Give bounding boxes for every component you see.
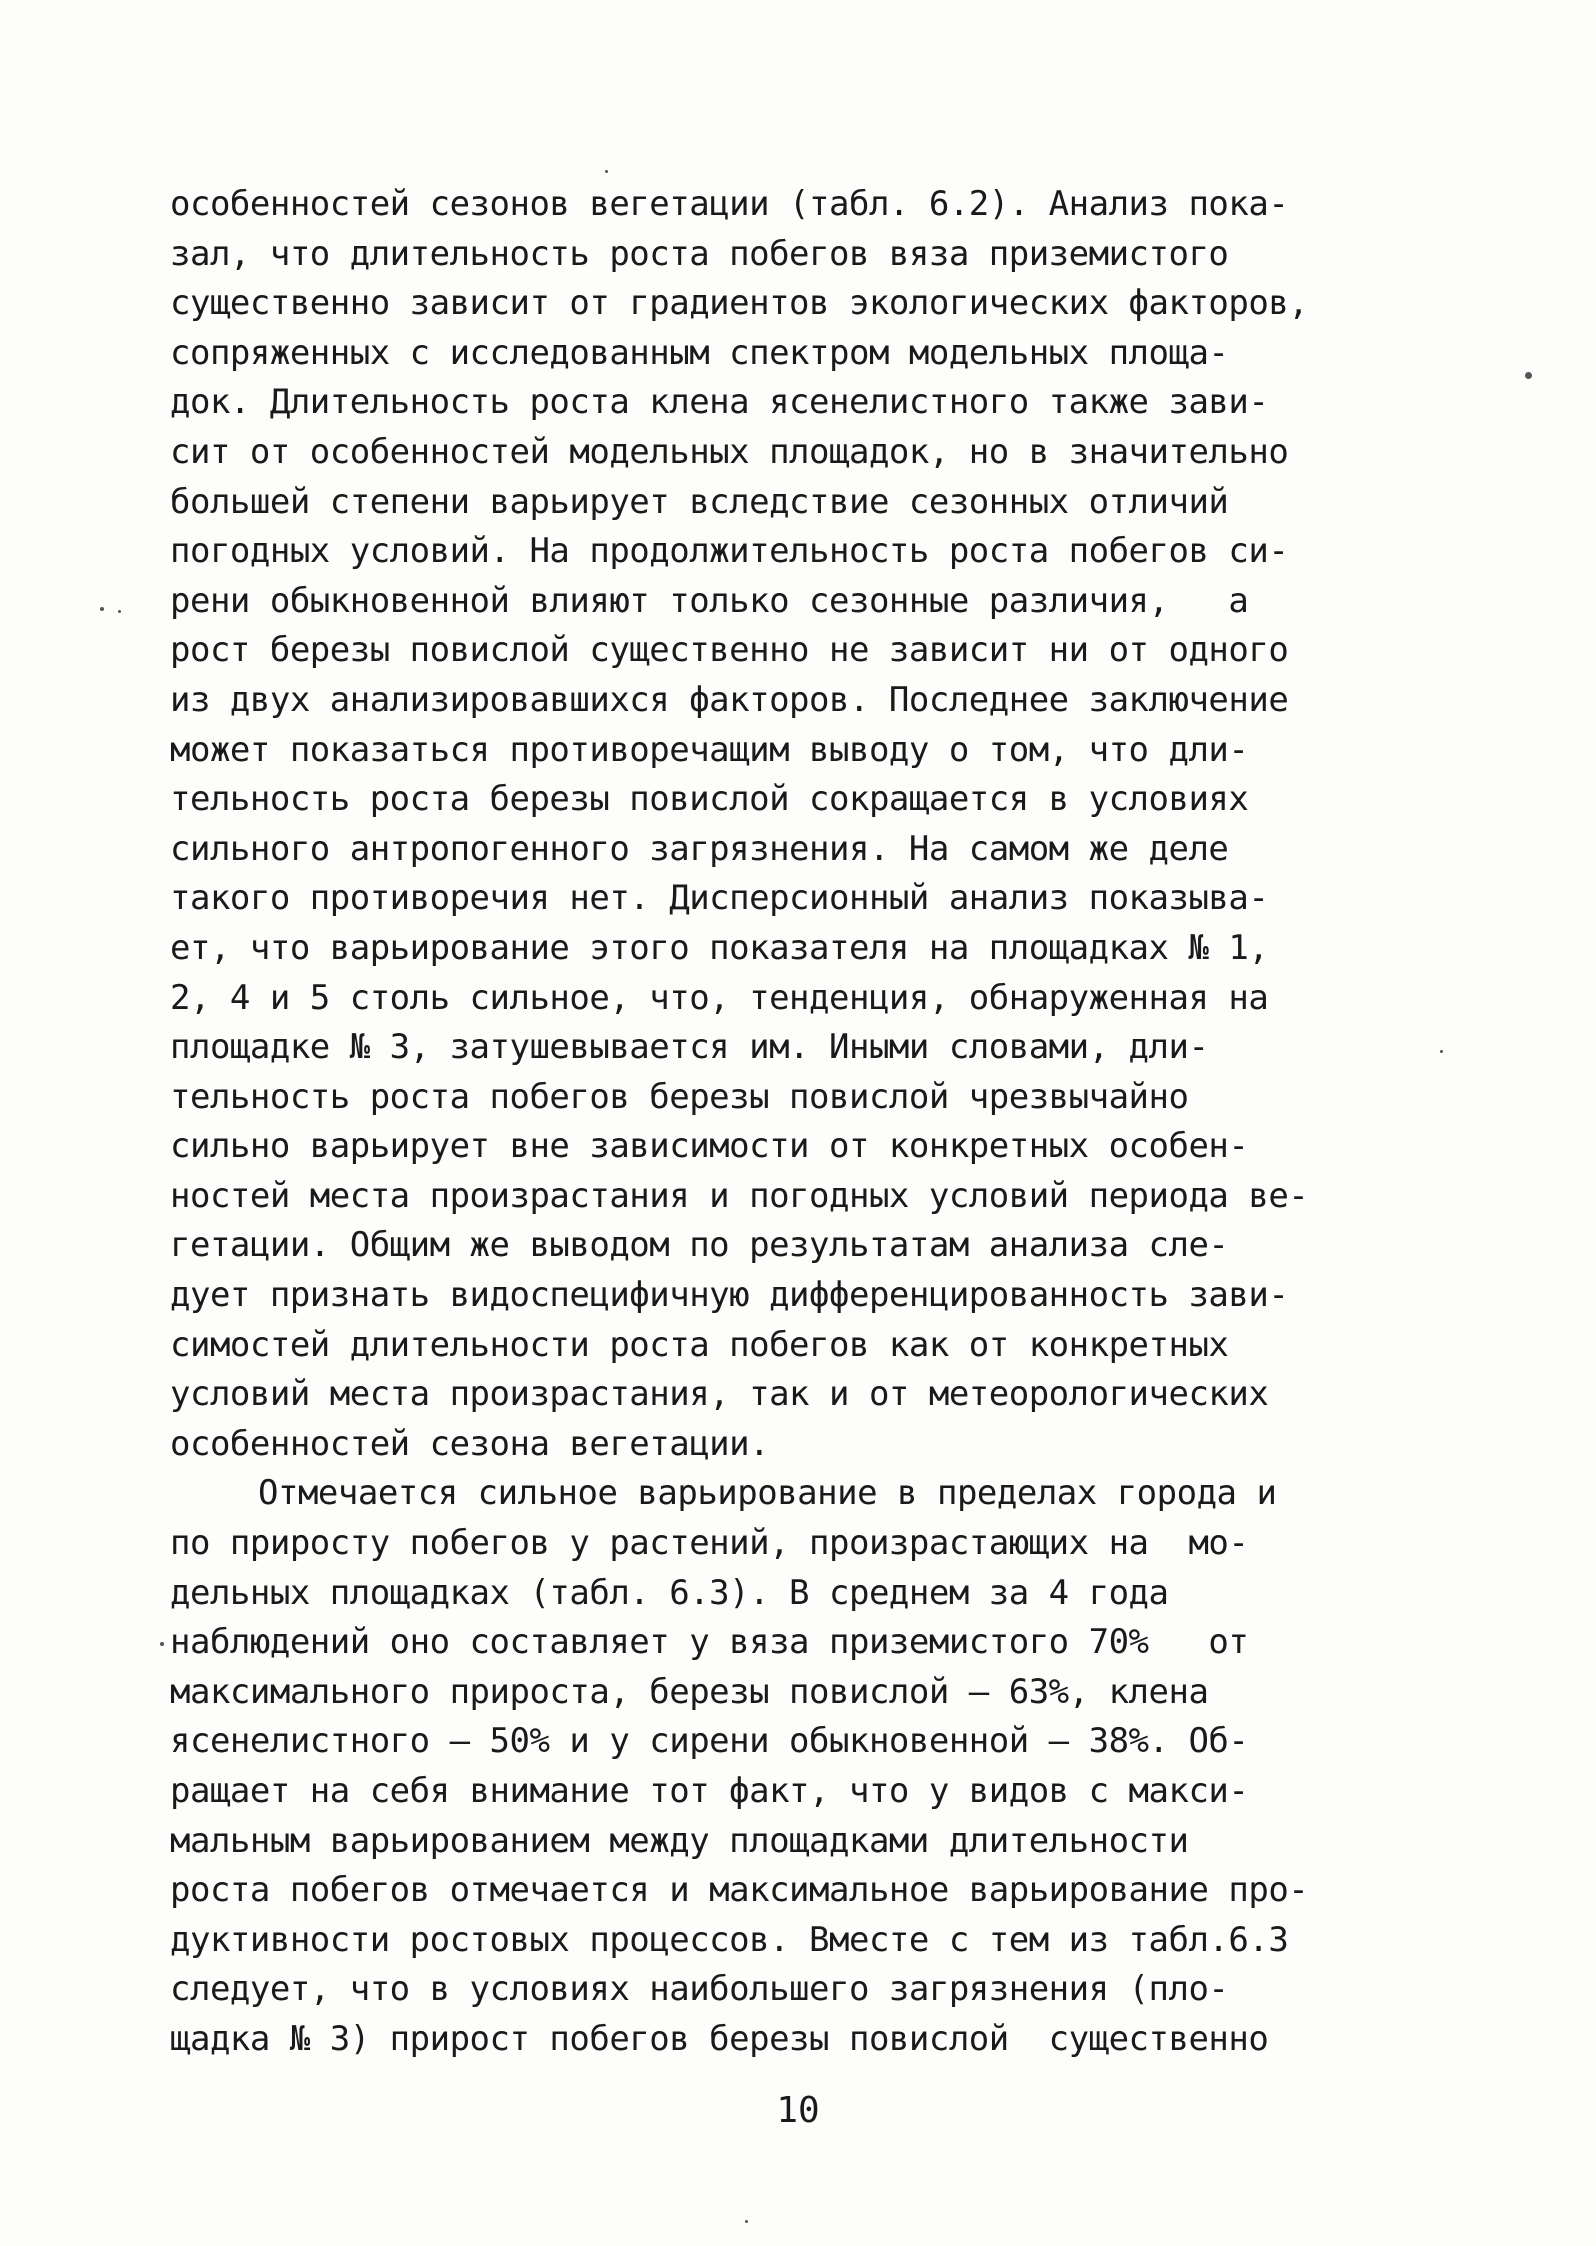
text-line: 2, 4 и 5 столь сильное, что, тенденция, обнаруженная на [170, 977, 1269, 1018]
scan-speck [745, 2220, 748, 2223]
text-line: рени обыкновенной влияют только сезонные различия, а [170, 580, 1249, 621]
text-line: погодных условий. На продолжительность роста побегов си- [170, 531, 1289, 572]
scan-speck [118, 610, 121, 613]
text-line: наблюдений оно составляет у вяза приземистого 70% от [170, 1622, 1249, 1663]
text-line: может показаться противоречащим выводу о том, что дли- [170, 729, 1249, 770]
text-line: такого противоречия нет. Дисперсионный анализ показыва- [170, 878, 1269, 919]
scan-speck [100, 607, 104, 611]
text-line: дует признать видоспецифичную дифференцированность зави- [170, 1275, 1289, 1316]
text-line: док. Длительность роста клена ясенелистного также зави- [170, 382, 1269, 423]
text-line: максимального прироста, березы повислой — 63%, клена [170, 1671, 1209, 1712]
scan-speck [1440, 1050, 1443, 1053]
body-text [170, 180, 1470, 2065]
text-line: зал, что длительность роста побегов вяза приземистого [170, 233, 1229, 274]
text-line: ностей места произрастания и погодных условий периода ве- [170, 1175, 1309, 1216]
text-line: тельность роста березы повислой сокращается в условиях [170, 779, 1249, 820]
text-line: ясенелистного — 50% и у сирени обыкновенной — 38%. Об- [170, 1721, 1249, 1762]
scan-speck [1525, 372, 1532, 379]
text-line: особенностей сезонов вегетации (табл. 6.2). Анализ пока- [170, 184, 1289, 224]
text-line: ет, что варьирование этого показателя на площадках № 1, [170, 927, 1269, 968]
text-line: особенностей сезона вегетации. [170, 1423, 770, 1464]
page-number: 10 [776, 2090, 820, 2131]
text-line: большей степени варьирует вследствие сезонных отличий [170, 481, 1229, 522]
text-line: роста побегов отмечается и максимальное варьирование про- [170, 1870, 1309, 1911]
paragraph-first-line: Отмечается сильное варьирование в пределах города и [258, 1473, 1277, 1514]
text-line: гетации. Общим же выводом по результатам анализа сле- [170, 1225, 1229, 1266]
text-line: по приросту побегов у растений, произрастающих на мо- [170, 1523, 1249, 1564]
text-line: условий места произрастания, так и от метеорологических [170, 1374, 1269, 1415]
text-line: существенно зависит от градиентов экологических факторов, [170, 283, 1309, 324]
text-line: сильного антропогенного загрязнения. На самом же деле [170, 828, 1229, 869]
text-line: симостей длительности роста побегов как от конкретных [170, 1324, 1229, 1365]
text-line: из двух анализировавшихся факторов. Последнее заключение [170, 679, 1289, 720]
text-line: тельность роста побегов березы повислой чрезвычайно [170, 1076, 1189, 1117]
text-line: площадке № 3, затушевывается им. Иными словами, дли- [170, 1027, 1209, 1068]
text-line: дуктивности ростовых процессов. Вместе с тем из табл.6.3 [170, 1919, 1289, 1960]
text-line: щадка № 3) прирост побегов березы повислой существенно [170, 2018, 1269, 2059]
text-line: сит от особенностей модельных площадок, но в значительно [170, 431, 1289, 472]
text-line: ращает на себя внимание тот факт, что у видов с макси- [170, 1771, 1249, 1811]
text-line: мальным варьированием между площадками длительности [170, 1820, 1189, 1861]
text-line: следует, что в условиях наибольшего загрязнения (пло- [170, 1969, 1229, 2010]
text-line: сильно варьирует вне зависимости от конкретных особен- [170, 1126, 1249, 1167]
scan-speck [160, 1642, 164, 1646]
text-line: дельных площадках (табл. 6.3). В среднем за 4 года [170, 1572, 1169, 1613]
text-line: рост березы повислой существенно не зависит ни от одного [170, 630, 1289, 671]
text-line: сопряженных с исследованным спектром модельных площа- [170, 332, 1229, 373]
scan-speck [605, 170, 608, 173]
